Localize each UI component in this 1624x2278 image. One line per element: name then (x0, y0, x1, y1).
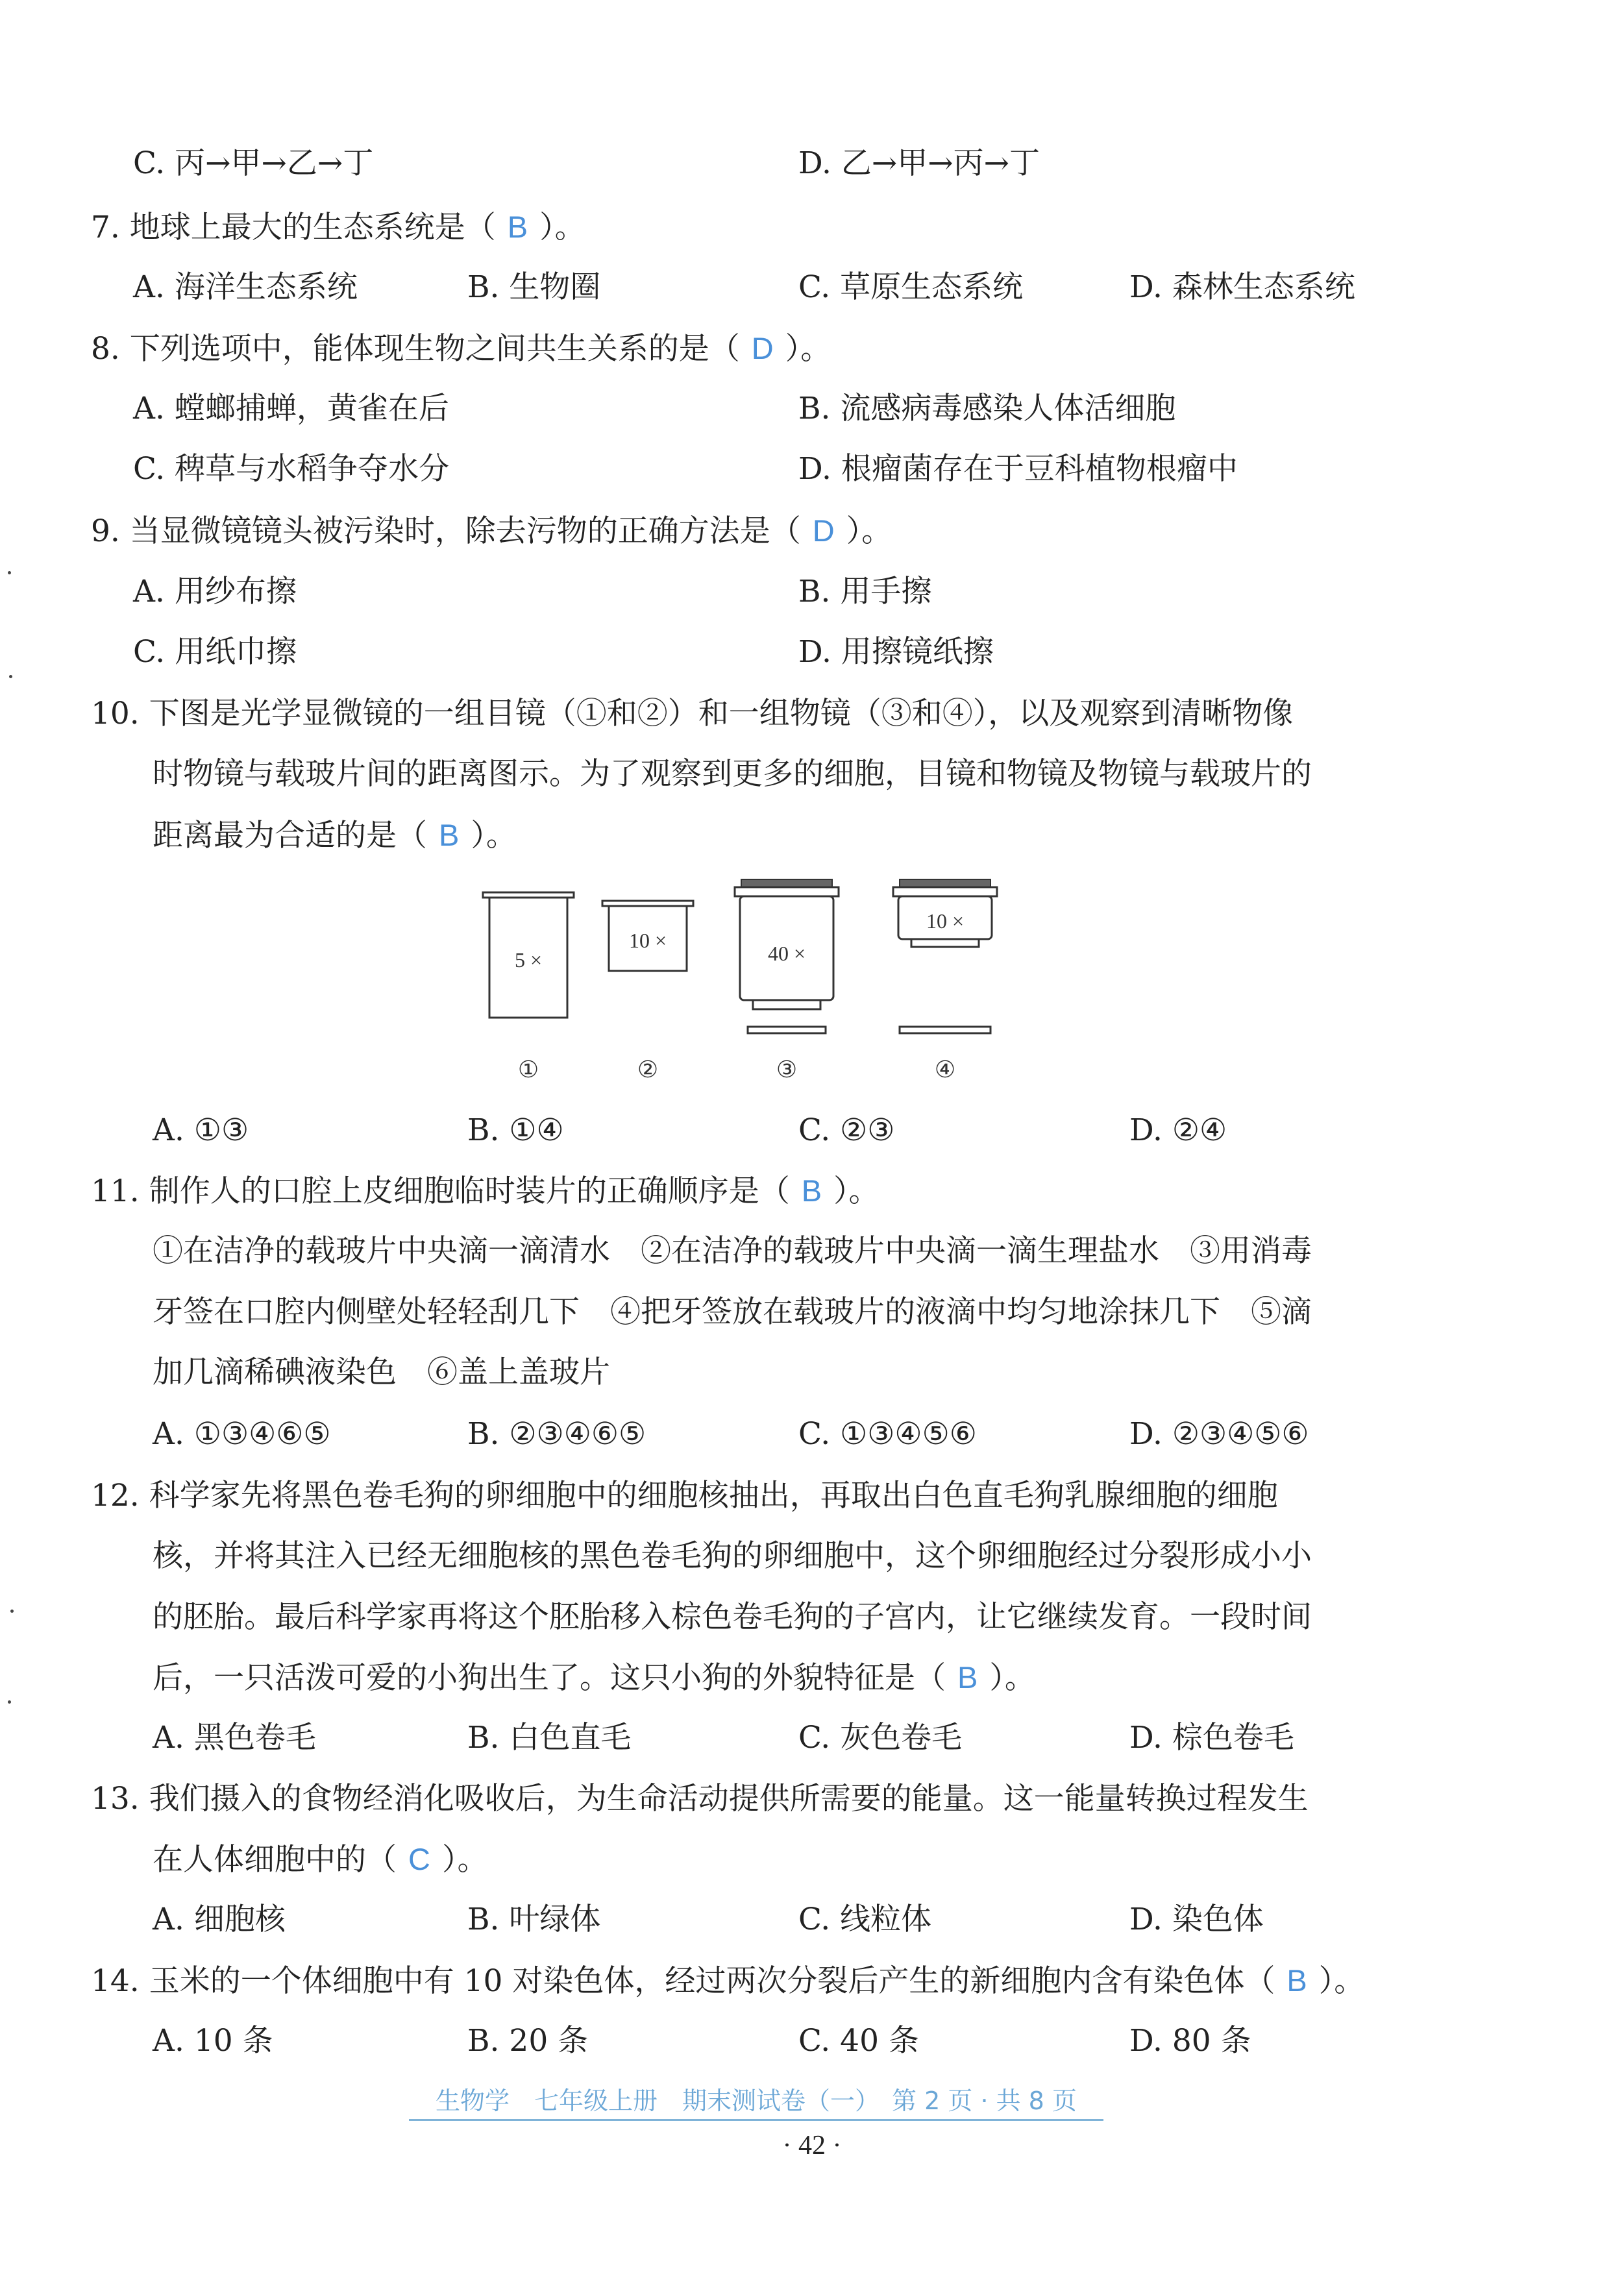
q12-body-line-3: 的胚胎。最后科学家再将这个胚胎移入棕色卷毛狗的子宫内，让它继续发育。一段时间 (153, 1599, 1312, 1635)
question-13-line-1: 13. 我们摄入的食物经消化吸收后，为生命活动提供所需要的能量。这一能量转换过程发生 (91, 1781, 1309, 1817)
answer-9: D (812, 513, 835, 548)
page-number: · 42 · (782, 2131, 842, 2161)
figure-label-3: ③ (776, 1057, 798, 1083)
question-10-line-2: 时物镜与载玻片间的距离图示。为了观察到更多的细胞，目镜和物镜及物镜与载玻片的 (153, 756, 1312, 792)
question-11: 11. 制作人的口腔上皮细胞临时装片的正确顺序是（ B ）。 (91, 1173, 880, 1209)
q8-option-c: C. 稗草与水稻争夺水分 (133, 451, 450, 487)
question-8: 8. 下列选项中，能体现生物之间共生关系的是（ D ）。 (91, 331, 831, 367)
figure-label-2: ② (637, 1057, 659, 1083)
q7-option-d: D. 森林生态系统 (1129, 269, 1355, 305)
q12-option-d: D. 棕色卷毛 (1129, 1720, 1294, 1756)
figure-label-4: ④ (934, 1057, 956, 1083)
q8-option-b: B. 流感病毒感染人体活细胞 (798, 391, 1176, 426)
figure-label-1: ① (517, 1057, 539, 1083)
q6-option-c: C. 丙→甲→乙→丁 (133, 145, 374, 181)
q10-option-d: D. ②④ (1129, 1112, 1227, 1148)
q14-option-b: B. 20 条 (467, 2023, 589, 2059)
q12-body-line-4: 后，一只活泼可爱的小狗出生了。这只小狗的外貌特征是（ B ）。 (153, 1660, 1035, 1696)
scan-speck (8, 571, 11, 574)
objective-3-label: 40 × (767, 942, 806, 965)
q10-option-b: B. ①④ (467, 1112, 564, 1148)
q11-body-line-2: 牙签在口腔内侧壁处轻轻刮几下 ④把牙签放在载玻片的液滴中均匀地涂抹几下 ⑤滴 (153, 1294, 1312, 1330)
answer-14: B (1286, 1963, 1307, 1998)
answer-10: B (439, 818, 460, 852)
q10-option-c: C. ②③ (798, 1112, 895, 1148)
question-14: 14. 玉米的一个体细胞中有 10 对染色体，经过两次分裂后产生的新细胞内含有染色体（ B ）。 (91, 1963, 1365, 1999)
q8-option-d: D. 根瘤菌存在于豆科植物根瘤中 (798, 451, 1238, 487)
eyepiece-1-label: 5 × (514, 948, 543, 972)
q13-option-c: C. 线粒体 (798, 1902, 932, 1937)
q12-option-c: C. 灰色卷毛 (798, 1720, 963, 1756)
q7-option-a: A. 海洋生态系统 (133, 269, 358, 305)
answer-13: C (408, 1842, 430, 1876)
q11-body-line-3: 加几滴稀碘液染色 ⑥盖上盖玻片 (153, 1354, 610, 1390)
question-10-line-3: 距离最为合适的是（ B ）。 (153, 818, 517, 853)
q13-option-b: B. 叶绿体 (467, 1902, 601, 1937)
eyepiece-2-label: 10 × (628, 929, 667, 952)
scan-speck (8, 1700, 11, 1704)
q11-option-a: A. ①③④⑥⑤ (153, 1416, 331, 1452)
question-12-line-1: 12. 科学家先将黑色卷毛狗的卵细胞中的细胞核抽出，再取出白色直毛狗乳腺细胞的细胞 (91, 1478, 1278, 1513)
q6-option-d: D. 乙→甲→丙→丁 (798, 145, 1040, 181)
q13-body-line-2: 在人体细胞中的（ C ）。 (153, 1842, 488, 1878)
footer-title: 生物学 七年级上册 期末测试卷（一） 第 2 页 · 共 8 页 (436, 2087, 1077, 2115)
q7-option-b: B. 生物圈 (467, 269, 601, 305)
q11-option-d: D. ②③④⑤⑥ (1129, 1416, 1309, 1452)
objective-4-icon (893, 879, 997, 1033)
q9-option-d: D. 用擦镜纸擦 (798, 634, 994, 670)
question-7: 7. 地球上最大的生态系统是（ B ）。 (91, 210, 585, 245)
q11-body-line-1: ①在洁净的载玻片中央滴一滴清水 ②在洁净的载玻片中央滴一滴生理盐水 ③用消毒 (153, 1233, 1312, 1269)
q13-option-a: A. 细胞核 (153, 1902, 286, 1937)
q11-option-c: C. ①③④⑤⑥ (798, 1416, 977, 1452)
q10-option-a: A. ①③ (153, 1112, 249, 1148)
q14-option-d: D. 80 条 (1129, 2023, 1251, 2059)
q9-option-c: C. 用纸巾擦 (133, 634, 297, 670)
answer-8: D (751, 331, 774, 365)
microscope-lens-figure (454, 876, 1103, 1097)
scan-speck (10, 1610, 14, 1613)
scan-speck (9, 675, 12, 678)
answer-11: B (801, 1173, 822, 1208)
q14-option-c: C. 40 条 (798, 2023, 919, 2059)
q9-option-b: B. 用手擦 (798, 574, 932, 609)
objective-4-label: 10 × (926, 909, 965, 933)
q7-option-c: C. 草原生态系统 (798, 269, 1024, 305)
footer-divider (409, 2119, 1103, 2121)
question-10-line-1: 10. 下图是光学显微镜的一组目镜（①和②）和一组物镜（③和④），以及观察到清晰物像 (91, 696, 1294, 731)
answer-12: B (957, 1660, 978, 1695)
q13-option-d: D. 染色体 (1129, 1902, 1264, 1937)
answer-7: B (507, 210, 528, 244)
q12-option-a: A. 黑色卷毛 (153, 1720, 316, 1756)
q9-option-a: A. 用纱布擦 (133, 574, 297, 609)
q8-option-a: A. 螳螂捕蝉，黄雀在后 (133, 391, 449, 426)
question-9: 9. 当显微镜镜头被污染时，除去污物的正确方法是（ D ）。 (91, 513, 892, 549)
q12-body-line-2: 核，并将其注入已经无细胞核的黑色卷毛狗的卵细胞中，这个卵细胞经过分裂形成小小 (153, 1538, 1312, 1574)
q11-option-b: B. ②③④⑥⑤ (467, 1416, 646, 1452)
q14-option-a: A. 10 条 (153, 2023, 273, 2059)
q12-option-b: B. 白色直毛 (467, 1720, 632, 1756)
